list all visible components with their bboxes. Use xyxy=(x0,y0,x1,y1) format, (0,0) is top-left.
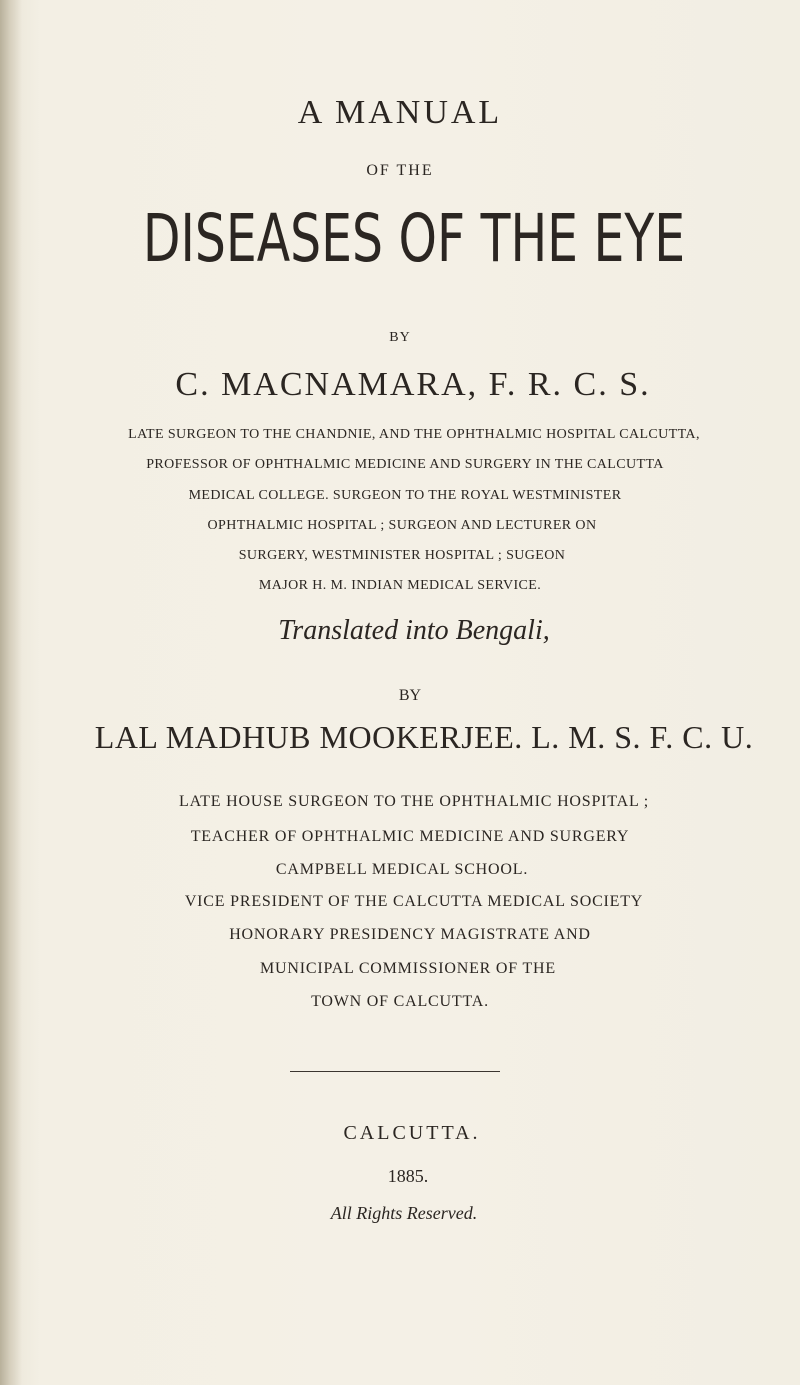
author-name: C. MACNAMARA, F. R. C. S. xyxy=(175,366,651,403)
translator-credential-line: MUNICIPAL COMMISSIONER OF THE xyxy=(260,960,556,977)
translator-credential-line: VICE PRESIDENT OF THE CALCUTTA MEDICAL SOCIETY xyxy=(184,893,644,910)
by-label-translator: BY xyxy=(398,687,422,704)
translated-label: Translated into Bengali, xyxy=(278,615,550,646)
by-label: BY xyxy=(389,330,411,345)
rights-notice: All Rights Reserved. xyxy=(330,1203,478,1223)
translator-credential-line: TEACHER OF OPHTHALMIC MEDICINE AND SURGERY xyxy=(190,828,630,845)
title-line-of-the: OF THE xyxy=(366,162,434,179)
author-credential-line: SURGERY, WESTMINISTER HOSPITAL ; SUGEON xyxy=(238,548,566,563)
divider-rule xyxy=(290,1071,500,1072)
translator-credential-line: TOWN OF CALCUTTA. xyxy=(311,993,489,1010)
publication-year: 1885. xyxy=(387,1166,429,1186)
author-credential-line: OPHTHALMIC HOSPITAL ; SURGEON AND LECTURER ON xyxy=(207,518,597,533)
author-credential-line: MAJOR H. M. INDIAN MEDICAL SERVICE. xyxy=(258,578,542,593)
publication-city: CALCUTTA. xyxy=(343,1122,481,1144)
translator-credential-line: HONORARY PRESIDENCY MAGISTRATE AND xyxy=(229,926,591,943)
author-credential-line: MEDICAL COLLEGE. SURGEON TO THE ROYAL WESTMINISTER xyxy=(188,488,622,503)
translator-name: LAL MADHUB MOOKERJEE. L. M. S. F. C. U. xyxy=(94,719,754,755)
translator-credential-line: CAMPBELL MEDICAL SCHOOL. xyxy=(275,861,529,878)
translator-credential-line: LATE HOUSE SURGEON TO THE OPHTHALMIC HOSPITAL ; xyxy=(179,793,649,810)
author-credential-line: PROFESSOR OF OPHTHALMIC MEDICINE AND SURGERY IN THE CALCUTTA xyxy=(146,457,664,472)
author-credential-line: LATE SURGEON TO THE CHANDNIE, AND THE OPHTHALMIC HOSPITAL CALCUTTA, xyxy=(128,427,700,442)
title-line-manual: A MANUAL xyxy=(297,94,503,131)
title-line-diseases: DISEASES OF THE EYE xyxy=(142,200,686,277)
